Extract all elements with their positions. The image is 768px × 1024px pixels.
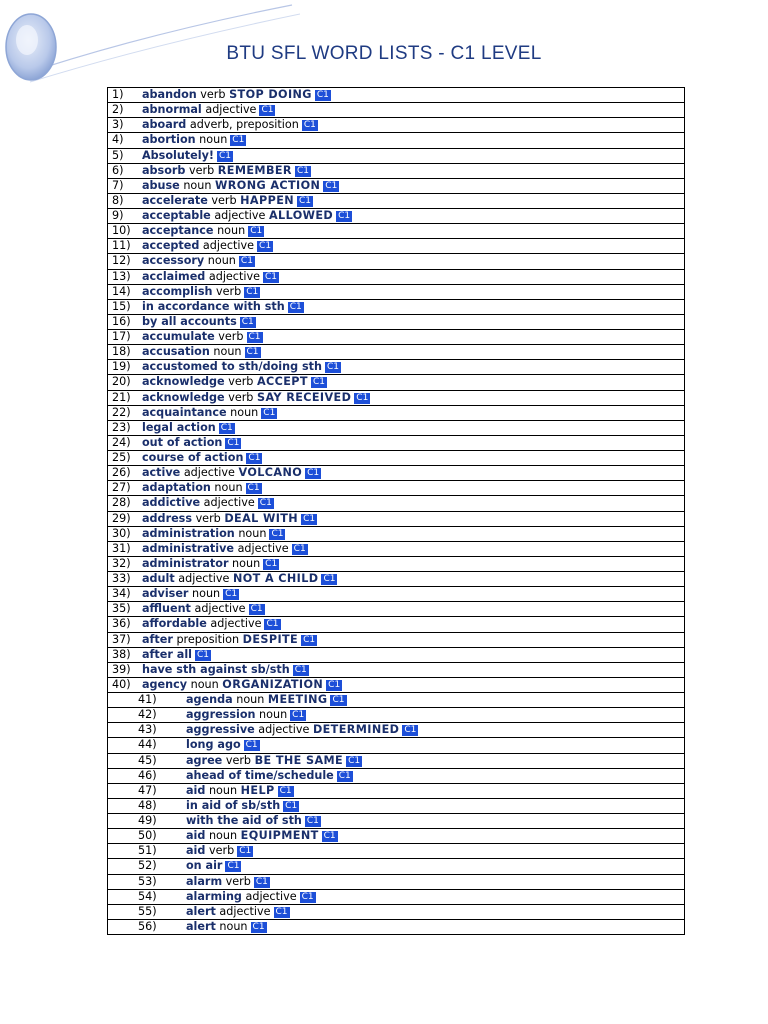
level-badge: C1 — [316, 90, 329, 100]
level-badge: C1 — [301, 891, 314, 902]
entry-word: adult — [142, 572, 175, 585]
list-item — [108, 496, 684, 511]
level-badge: C1 — [259, 241, 272, 252]
level-badge: C1 — [225, 589, 238, 600]
entry-word: acknowledge — [142, 375, 225, 389]
list-item — [108, 920, 684, 935]
entry-word: administrator — [142, 556, 229, 570]
entry-number: 50) — [138, 829, 157, 843]
list-item — [108, 890, 684, 905]
entry-part-of-speech: noun — [192, 587, 221, 601]
entry-part-of-speech: noun — [259, 708, 288, 722]
list-item — [108, 859, 684, 874]
entry-part-of-speech: verb — [228, 375, 254, 389]
entry-part-of-speech: adjective — [183, 466, 235, 480]
list-item — [108, 708, 684, 723]
level-badge: C1 — [303, 634, 316, 645]
entry-number: 20) — [112, 375, 131, 389]
entry-word: in accordance with sth — [142, 299, 285, 313]
list-item — [108, 88, 684, 103]
entry-part-of-speech: noun — [208, 829, 238, 843]
list-item — [108, 557, 684, 572]
entry-word: accomplish — [142, 284, 213, 298]
entry-part-of-speech: adjective — [205, 103, 257, 117]
entry-word: alert — [186, 904, 216, 918]
entry-word: abnormal — [142, 103, 202, 117]
list-item — [108, 844, 684, 859]
list-item — [108, 769, 684, 784]
entry-number: 44) — [138, 738, 157, 752]
entry-number: 19) — [112, 360, 131, 374]
list-item — [108, 179, 684, 194]
list-item — [108, 345, 684, 360]
level-badge: C1 — [307, 468, 320, 479]
list-item — [108, 330, 684, 345]
entry-word: active — [142, 466, 181, 480]
entry-number: 48) — [138, 798, 157, 812]
entry-number: 53) — [138, 874, 157, 888]
entry-word: adaptation — [142, 481, 211, 495]
entry-part-of-speech: adverb, preposition — [189, 118, 299, 132]
level-badge: C1 — [332, 695, 345, 705]
entry-part-of-speech: noun — [219, 919, 248, 933]
list-item — [108, 512, 684, 527]
level-badge: C1 — [232, 135, 245, 146]
entry-word: with the aid of sth — [186, 814, 302, 827]
level-badge: C1 — [356, 392, 369, 403]
entry-number: 40) — [112, 677, 131, 691]
list-item — [108, 103, 684, 118]
entry-word: aboard — [142, 118, 187, 132]
level-badge: C1 — [299, 195, 312, 206]
entry-word: accepted — [142, 239, 200, 253]
entry-number: 12) — [112, 254, 131, 268]
level-badge: C1 — [259, 498, 272, 509]
entry-part-of-speech: adjective — [208, 269, 260, 283]
level-badge: C1 — [323, 831, 336, 842]
entry-word: aid — [186, 829, 206, 843]
entry-sense: STOP DOING — [229, 88, 312, 101]
entry-word: administration — [142, 526, 235, 540]
entry-number: 37) — [112, 632, 131, 646]
entry-word: agenda — [186, 693, 233, 706]
entry-word: after — [142, 632, 173, 646]
entry-number: 36) — [112, 617, 131, 631]
entry-sense: ORGANIZATION — [222, 677, 324, 691]
entry-number: 13) — [112, 269, 131, 283]
entry-part-of-speech: adjective — [194, 602, 246, 616]
entry-word: absorb — [142, 163, 186, 177]
list-item — [108, 375, 684, 390]
entry-number: 8) — [112, 193, 124, 207]
entry-word: affordable — [142, 617, 207, 631]
level-badge: C1 — [250, 604, 263, 615]
entry-sense: REMEMBER — [217, 163, 292, 177]
entry-number: 11) — [112, 239, 131, 253]
entry-word: after all — [142, 647, 192, 661]
entry-word: alert — [186, 919, 216, 933]
entry-word: acquaintance — [142, 405, 227, 419]
entry-number: 31) — [112, 541, 131, 555]
entry-number: 25) — [112, 451, 131, 464]
level-badge: C1 — [348, 755, 361, 766]
entry-number: 15) — [112, 299, 131, 313]
list-item — [108, 133, 684, 148]
entry-number: 30) — [112, 526, 131, 540]
list-item — [108, 784, 684, 799]
level-badge: C1 — [292, 710, 305, 721]
list-item — [108, 542, 684, 557]
level-badge: C1 — [279, 785, 292, 796]
list-item — [108, 723, 684, 738]
list-item — [108, 633, 684, 648]
entry-part-of-speech: noun — [238, 526, 267, 540]
list-item — [108, 239, 684, 254]
entry-word: accelerate — [142, 193, 208, 207]
entry-number: 47) — [138, 783, 157, 797]
entry-part-of-speech: adjective — [203, 496, 255, 510]
entry-word: aggression — [186, 708, 256, 722]
entry-word: ahead of time/schedule — [186, 768, 334, 782]
level-badge: C1 — [338, 211, 351, 221]
entry-part-of-speech: adjective — [178, 572, 230, 585]
entry-number: 24) — [112, 435, 131, 449]
level-badge: C1 — [296, 165, 309, 176]
entry-number: 35) — [112, 602, 131, 616]
entry-sense: VOLCANO — [238, 466, 303, 480]
entry-number: 29) — [112, 511, 131, 525]
entry-word: acceptance — [142, 224, 214, 238]
list-item — [108, 602, 684, 617]
entry-number: 17) — [112, 330, 131, 343]
entry-number: 16) — [112, 314, 131, 328]
entry-number: 38) — [112, 647, 131, 661]
list-item — [108, 527, 684, 542]
level-badge: C1 — [220, 422, 233, 433]
list-item — [108, 829, 684, 844]
entry-word: have sth against sb/sth — [142, 662, 290, 676]
level-badge: C1 — [275, 906, 288, 917]
entry-sense: WRONG ACTION — [215, 178, 321, 192]
level-badge: C1 — [404, 725, 417, 736]
entry-word: address — [142, 511, 192, 525]
entry-number: 10) — [112, 224, 131, 238]
entry-number: 7) — [112, 178, 124, 192]
entry-word: acceptable — [142, 209, 211, 222]
list-item — [108, 799, 684, 814]
entry-number: 1) — [112, 88, 124, 101]
level-badge: C1 — [239, 846, 252, 857]
entry-part-of-speech: adjective — [210, 617, 262, 631]
list-item — [108, 466, 684, 481]
entry-part-of-speech: adjective — [219, 904, 271, 918]
level-badge: C1 — [285, 800, 298, 811]
list-item — [108, 436, 684, 451]
level-badge: C1 — [266, 619, 279, 630]
entry-part-of-speech: verb — [208, 844, 235, 858]
list-item — [108, 572, 684, 587]
entry-sense: ALLOWED — [268, 209, 334, 222]
entry-part-of-speech: verb — [225, 753, 252, 767]
level-badge: C1 — [326, 362, 339, 373]
entry-part-of-speech: noun — [230, 405, 259, 419]
entry-word: alarming — [186, 889, 242, 903]
list-item — [108, 905, 684, 920]
entry-part-of-speech: verb — [216, 284, 242, 298]
list-item — [108, 875, 684, 890]
entry-word: accusation — [142, 345, 210, 359]
level-badge: C1 — [196, 649, 209, 660]
entry-number: 33) — [112, 572, 131, 585]
level-badge: C1 — [248, 453, 261, 463]
entry-number: 51) — [138, 844, 157, 858]
word-list — [107, 87, 685, 935]
entry-word: aggressive — [186, 723, 255, 737]
level-badge: C1 — [218, 150, 231, 161]
level-badge: C1 — [247, 483, 260, 494]
entry-part-of-speech: verb — [211, 193, 237, 207]
level-badge: C1 — [227, 861, 240, 872]
level-badge: C1 — [241, 316, 254, 327]
entry-number: 9) — [112, 209, 124, 222]
entry-part-of-speech: noun — [190, 677, 219, 691]
level-badge: C1 — [338, 770, 351, 781]
level-badge: C1 — [271, 528, 284, 539]
entry-word: Absolutely! — [142, 148, 214, 162]
level-badge: C1 — [323, 574, 336, 584]
list-item — [108, 663, 684, 678]
entry-part-of-speech: noun — [213, 345, 242, 359]
entry-number: 52) — [138, 859, 157, 873]
entry-number: 32) — [112, 556, 131, 570]
entry-word: accustomed to sth/doing sth — [142, 360, 322, 374]
entry-part-of-speech: preposition — [176, 632, 240, 646]
entry-number: 2) — [112, 103, 124, 117]
list-item — [108, 300, 684, 315]
entry-part-of-speech: noun — [217, 224, 246, 238]
entry-word: abuse — [142, 178, 180, 192]
entry-word: course of action — [142, 451, 244, 464]
entry-number: 22) — [112, 405, 131, 419]
level-badge: C1 — [227, 437, 240, 448]
entry-sense: ACCEPT — [256, 375, 308, 389]
entry-word: agency — [142, 677, 188, 691]
entry-word: long ago — [186, 738, 241, 752]
entry-sense: BE THE SAME — [254, 753, 344, 767]
level-badge: C1 — [252, 921, 265, 932]
entry-word: out of action — [142, 435, 223, 449]
entry-word: addictive — [142, 496, 201, 510]
entry-number: 21) — [112, 390, 131, 404]
list-item — [108, 391, 684, 406]
list-item — [108, 224, 684, 239]
entry-part-of-speech: verb — [218, 330, 244, 343]
entry-number: 46) — [138, 768, 157, 782]
entry-word: administrative — [142, 541, 234, 555]
entry-part-of-speech: adjective — [237, 541, 289, 555]
entry-part-of-speech: adjective — [202, 239, 255, 253]
list-item — [108, 648, 684, 663]
list-item — [108, 693, 684, 708]
entry-word: legal action — [142, 420, 216, 434]
level-badge: C1 — [248, 332, 261, 342]
entry-part-of-speech: verb — [225, 874, 251, 888]
entry-number: 56) — [138, 919, 157, 933]
entry-number: 39) — [112, 662, 131, 676]
list-item — [108, 406, 684, 421]
entry-sense: DETERMINED — [312, 723, 400, 737]
entry-number: 3) — [112, 118, 124, 132]
entry-word: aid — [186, 844, 206, 858]
entry-part-of-speech: adjective — [245, 889, 297, 903]
entry-number: 41) — [138, 693, 157, 706]
list-item — [108, 118, 684, 133]
list-item — [108, 587, 684, 602]
entry-word: agree — [186, 753, 223, 767]
entry-part-of-speech: noun — [183, 178, 212, 192]
level-badge: C1 — [294, 664, 307, 675]
entry-number: 4) — [112, 133, 124, 147]
entry-word: accumulate — [142, 330, 215, 343]
entry-number: 26) — [112, 466, 131, 480]
entry-number: 55) — [138, 904, 157, 918]
list-item — [108, 451, 684, 466]
entry-part-of-speech: noun — [199, 133, 228, 147]
entry-word: affluent — [142, 602, 191, 616]
entry-part-of-speech: noun — [207, 254, 236, 268]
entry-word: in aid of sb/sth — [186, 798, 281, 812]
level-badge: C1 — [289, 301, 302, 312]
entry-part-of-speech: noun — [208, 783, 238, 797]
level-badge: C1 — [303, 120, 316, 131]
list-item — [108, 678, 684, 693]
entry-word: aid — [186, 783, 206, 797]
level-badge: C1 — [250, 226, 263, 237]
level-badge: C1 — [246, 347, 259, 358]
entry-word: adviser — [142, 587, 189, 601]
level-badge: C1 — [328, 679, 341, 690]
level-badge: C1 — [245, 740, 258, 751]
entry-number: 14) — [112, 284, 131, 298]
list-item — [108, 617, 684, 632]
level-badge: C1 — [264, 271, 277, 282]
list-item — [108, 360, 684, 375]
level-badge: C1 — [255, 876, 268, 887]
entry-word: by all accounts — [142, 314, 237, 328]
level-badge: C1 — [325, 180, 338, 191]
entry-part-of-speech: verb — [189, 163, 215, 177]
entry-part-of-speech: verb — [195, 511, 221, 525]
list-item — [108, 254, 684, 269]
list-item — [108, 315, 684, 330]
entry-part-of-speech: adjective — [214, 209, 266, 222]
entry-part-of-speech: verb — [200, 88, 226, 101]
list-item — [108, 194, 684, 209]
entry-sense: EQUIPMENT — [240, 829, 319, 843]
entry-part-of-speech: noun — [214, 481, 243, 495]
entry-word: acclaimed — [142, 269, 206, 283]
entry-sense: HAPPEN — [240, 193, 294, 207]
entry-word: acknowledge — [142, 390, 225, 404]
entry-sense: SAY RECEIVED — [256, 390, 352, 404]
entry-sense: DEAL WITH — [224, 511, 299, 525]
entry-number: 34) — [112, 587, 131, 601]
entry-number: 5) — [112, 148, 124, 162]
entry-word: alarm — [186, 874, 223, 888]
level-badge: C1 — [265, 558, 278, 569]
level-badge: C1 — [246, 286, 259, 297]
entry-number: 45) — [138, 753, 157, 767]
entry-number: 54) — [138, 889, 157, 903]
entry-number: 18) — [112, 345, 131, 359]
entry-number: 43) — [138, 723, 157, 737]
list-item — [108, 754, 684, 769]
entry-number: 42) — [138, 708, 157, 722]
entry-number: 23) — [112, 420, 131, 434]
list-item — [108, 421, 684, 436]
level-badge: C1 — [312, 377, 325, 388]
entry-sense: DESPITE — [242, 632, 299, 646]
entry-number: 28) — [112, 496, 131, 510]
list-item — [108, 814, 684, 829]
entry-number: 27) — [112, 481, 131, 495]
entry-sense: NOT A CHILD — [232, 572, 319, 585]
entry-word: on air — [186, 859, 223, 873]
list-item — [108, 149, 684, 164]
level-badge: C1 — [293, 543, 306, 554]
list-item — [108, 164, 684, 179]
entry-word: abortion — [142, 133, 196, 147]
entry-number: 6) — [112, 163, 124, 177]
entry-part-of-speech: verb — [228, 390, 254, 404]
list-item — [108, 285, 684, 300]
level-badge: C1 — [306, 816, 319, 826]
list-item — [108, 481, 684, 496]
entry-part-of-speech: noun — [236, 693, 265, 706]
list-item — [108, 270, 684, 285]
entry-sense: HELP — [240, 783, 275, 797]
list-item — [108, 209, 684, 224]
level-badge: C1 — [261, 105, 274, 116]
level-badge: C1 — [240, 256, 253, 267]
entry-word: accessory — [142, 254, 205, 268]
level-badge: C1 — [263, 407, 276, 418]
entry-part-of-speech: adjective — [258, 723, 310, 737]
entry-number: 49) — [138, 814, 157, 827]
list-item — [108, 738, 684, 753]
level-badge: C1 — [303, 513, 316, 524]
page-title: BTU SFL WORD LISTS - C1 LEVEL — [226, 43, 542, 64]
entry-sense: MEETING — [267, 693, 328, 706]
entry-word: abandon — [142, 88, 197, 101]
entry-part-of-speech: noun — [232, 556, 261, 570]
